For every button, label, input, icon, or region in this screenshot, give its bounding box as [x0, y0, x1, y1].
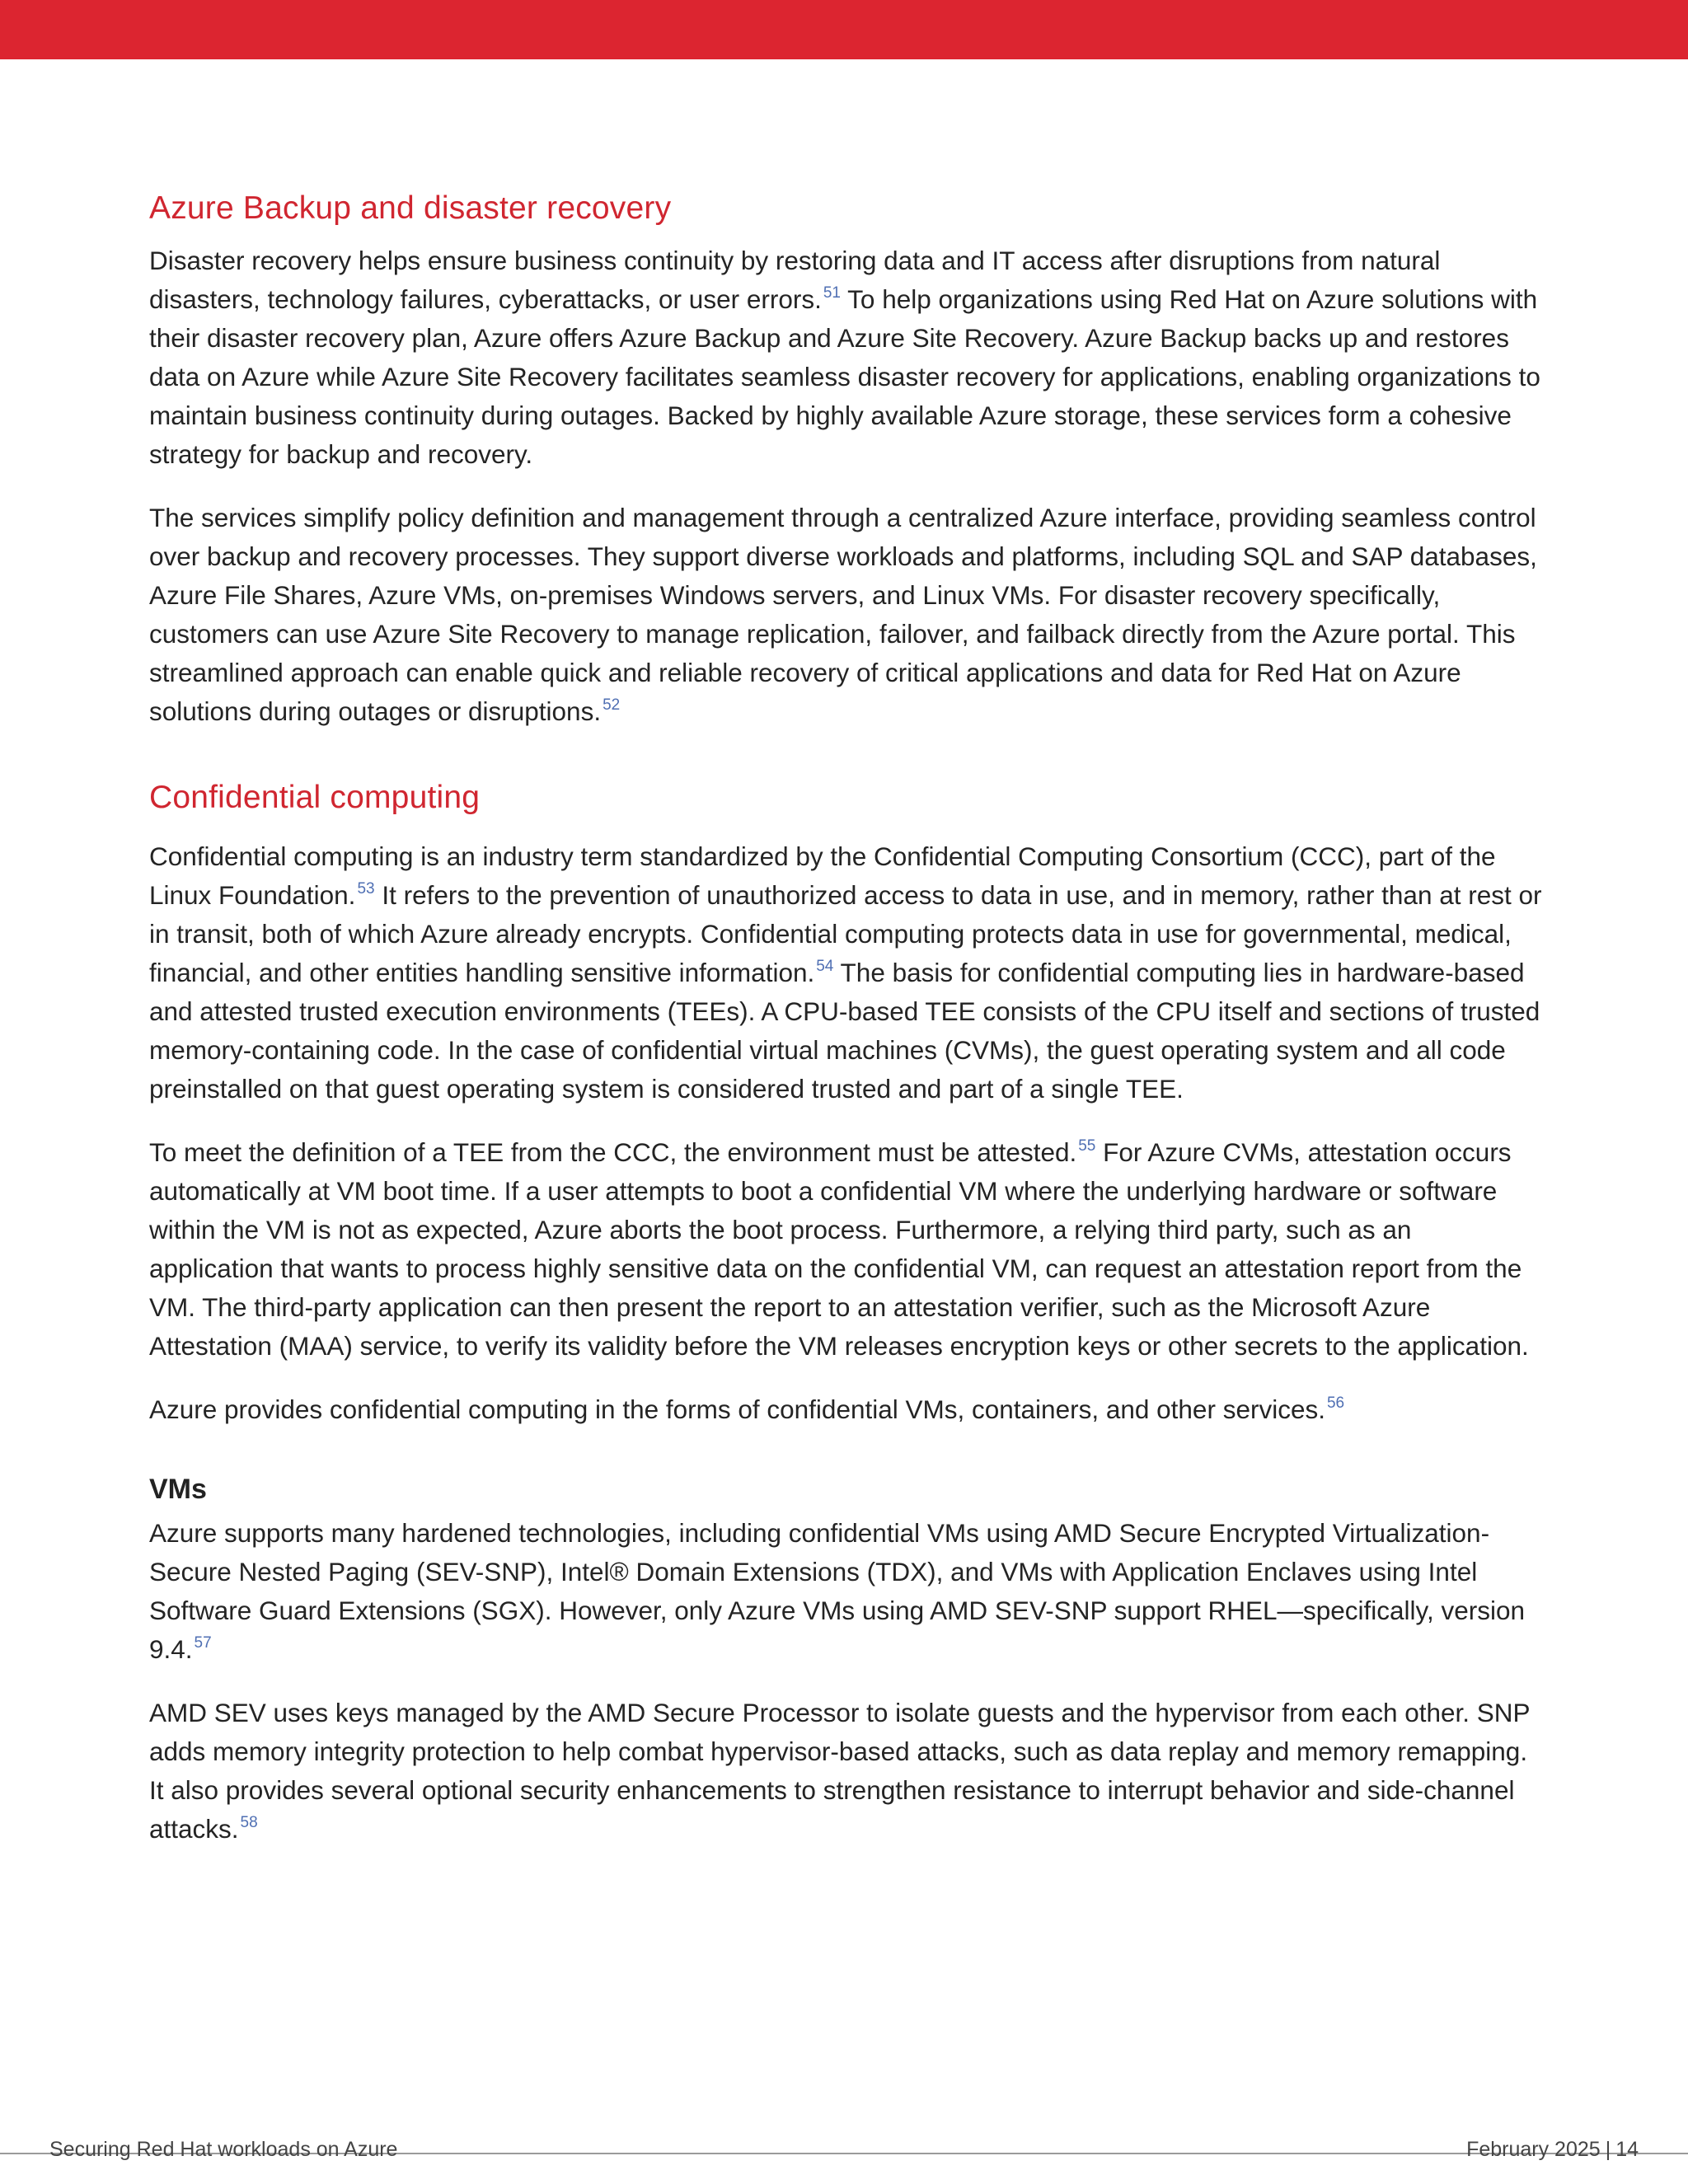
footnote-ref[interactable]: 51: [823, 284, 841, 302]
vms-paragraph-1: Azure supports many hardened technologies, including confidential VMs using AMD Secure Encrypted Virtualization-Secure Nested Paging (SEV-SNP), Intel® Domain Extensions (TDX), and VMs with Application Enclaves using Intel Software Guard Extensions (SGX). However, only Azure VMs using AMD SEV-SNP support RHEL—specifically, version 9.4. $^{57}$: [149, 1518, 1526, 1664]
backup-paragraph-2: The services simplify policy definition and management through a centralized Azure interface, providing seamless control over backup and recovery processes. They support diverse workloads and platforms, including SQL and SAP databases, Azure File Shares, Azure VMs, on-premises Windows servers, and Linux VMs. For disaster recovery specifically, customers can use Azure Site Recovery to manage replication, failover, and failback directly from the Azure portal. This streamlined approach can enable quick and reliable recovery of critical applications and data for Red Hat on Azure solutions during outages or disruptions. $^{52}$: [149, 503, 1537, 726]
footnote-ref[interactable]: 53: [357, 880, 375, 898]
section-heading-backup: Azure Backup and disaster recovery: [149, 190, 672, 226]
footnote-ref[interactable]: 52: [603, 696, 621, 714]
page-content: [149, 186, 1542, 1849]
footnote-ref[interactable]: 54: [816, 958, 834, 975]
vms-paragraph-2: AMD SEV uses keys managed by the AMD Secure Processor to isolate guests and the hypervisor from each other. SNP adds memory integrity protection to help combat hypervisor-based attacks, such as data replay and memory remapping. It also provides several optional security enhancements to strengthen resistance to interrupt behavior and side-channel attacks. $^{58}$: [149, 1698, 1530, 1844]
footer-date: February 2025: [1466, 2138, 1601, 2161]
page-number: 14: [1615, 2138, 1639, 2161]
section-heading-confidential: Confidential computing: [149, 780, 481, 815]
confidential-paragraph-1: Confidential computing is an industry term standardized by the Confidential Computing Consortium (CCC), part of the Linux Foundation. $^{53}$ It refers to the prevention of unauthorized access to data in use, and in memory, rather than at rest or in transit, both of which Azure already encrypts. Confidential computing protects data in use for governmental, medical, financial, and other entities handling sensitive information. $^{54}$ The basis for confidential computing lies in hardware-based and attested trusted execution environments (TEEs). A CPU-based TEE consists of the CPU itself and sections of trusted memory-containing code. In the case of confidential virtual machines (CVMs), the guest operating system and all code preinstalled on that guest operating system is considered trusted and part of a single TEE.: [149, 841, 1542, 1104]
confidential-paragraph-2: To meet the definition of a TEE from the CCC, the environment must be attested. $^{55}$ For Azure CVMs, attestation occurs automatically at VM boot time. If a user attempts to boot a confidential VM where the underlying hardware or software within the VM is not as expected, Azure aborts the boot process. Furthermore, a relying third party, such as an application that wants to process highly sensitive data on the confidential VM, can request an attestation report from the VM. The third-party application can then present the report to an attestation verifier, such as the Microsoft Azure Attestation (MAA) service, to verify its validity before the VM releases encryption keys or other secrets to the application.: [149, 1137, 1529, 1361]
footer-separator: |: [1605, 2138, 1611, 2161]
confidential-paragraph-3: Azure provides confidential computing in the forms of confidential VMs, containers, and other services. $^{56}$: [149, 1394, 1345, 1424]
footnote-ref[interactable]: 56: [1326, 1394, 1345, 1412]
footnote-ref[interactable]: 57: [194, 1634, 212, 1652]
footnote-ref[interactable]: 58: [240, 1814, 258, 1831]
brand-header-bar: [0, 0, 1688, 59]
footer-date-page: [1466, 2137, 1639, 2162]
section-heading-vms: VMs: [149, 1474, 207, 1505]
footer-document-title: Securing Red Hat workloads on Azure: [49, 2138, 398, 2161]
footnote-ref[interactable]: 55: [1078, 1137, 1096, 1155]
backup-paragraph-1: Disaster recovery helps ensure business continuity by restoring data and IT access after disruptions from natural disasters, technology failures, cyberattacks, or user errors. $^{51}$ To help organizations using Red Hat on Azure solutions with their disaster recovery plan, Azure offers Azure Backup and Azure Site Recovery. Azure Backup backs up and restores data on Azure while Azure Site Recovery facilitates seamless disaster recovery for applications, enabling organizations to maintain business continuity during outages. Backed by highly available Azure storage, these services form a cohesive strategy for backup and recovery.: [149, 246, 1540, 469]
